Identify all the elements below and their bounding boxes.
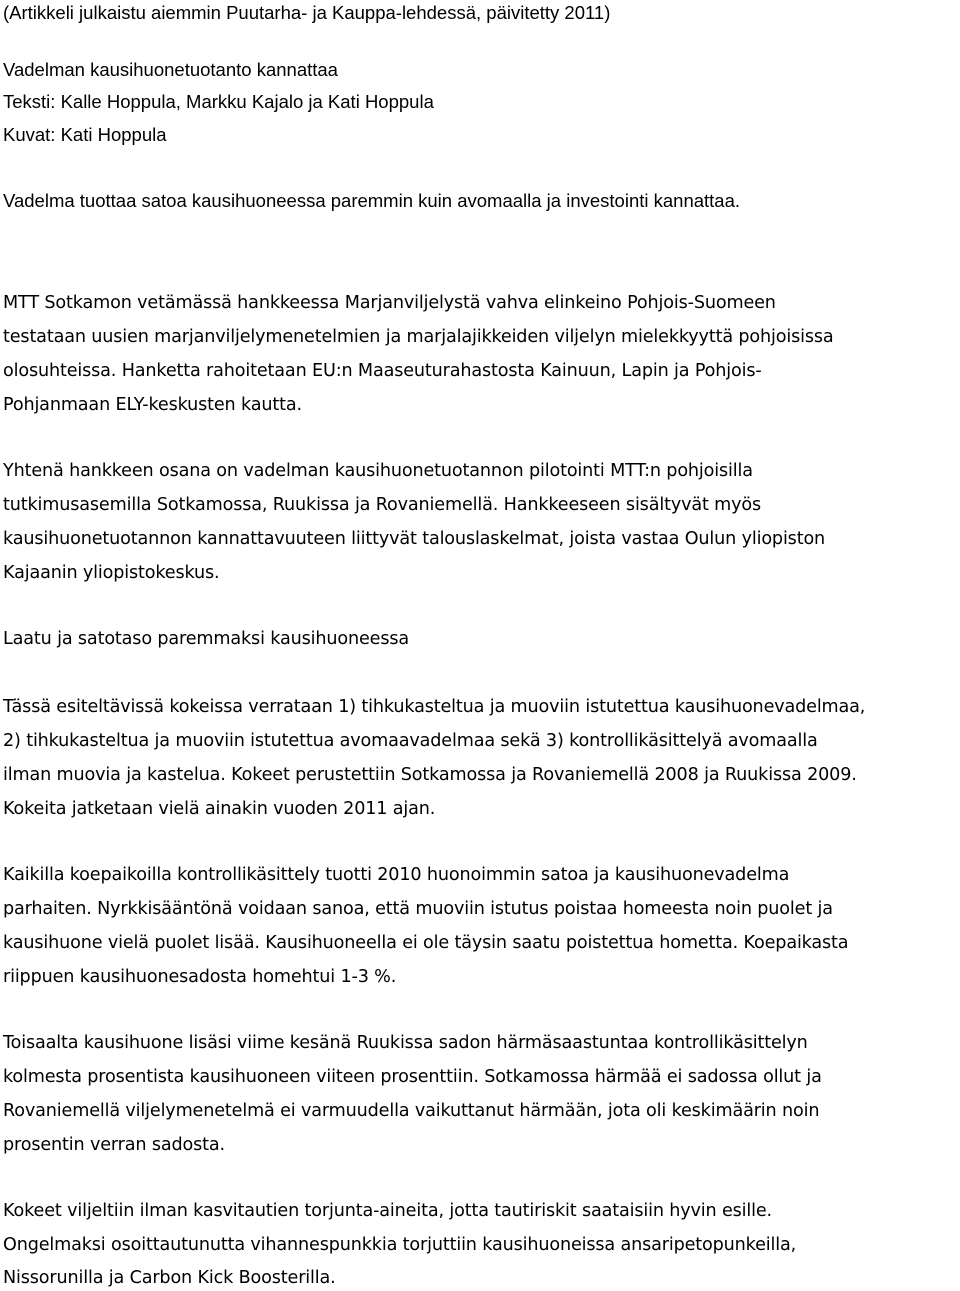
paragraph-line: Kajaanin yliopistokeskus. [3,563,220,583]
paragraph-line: testataan uusien marjanviljelymenetelmien ja marjalajikkeiden viljelyn mielekkyyttä pohjoisissa [3,327,834,347]
text-credit: Teksti: Kalle Hoppula, Markku Kajalo ja Kati Hoppula [3,91,434,112]
paragraph-line: tutkimusasemilla Sotkamossa, Ruukissa ja Rovaniemellä. Hankkeeseen sisältyvät myös [3,495,762,515]
paragraph-line: parhaiten. Nyrkkisääntönä voidaan sanoa, että muoviin istutus poistaa homeesta noin puolet ja [3,899,833,919]
paragraph-line: Nissorunilla ja Carbon Kick Boosterilla. [3,1268,336,1288]
paragraph-line: riippuen kausihuonesadosta homehtui 1-3 %. [3,967,397,987]
paragraph-line: MTT Sotkamon vetämässä hankkeessa Marjanviljelystä vahva elinkeino Pohjois-Suomeen [3,293,776,313]
article-lead: Vadelma tuottaa satoa kausihuoneessa paremmin kuin avomaalla ja investointi kannattaa. [3,190,741,211]
paragraph-line: kolmesta prosentista kausihuoneen viiteen prosenttiin. Sotkamossa härmää ei sadossa ollut ja [3,1067,822,1087]
paragraph-line: Rovaniemellä viljelymenetelmä ei varmuudella vaikuttanut härmään, jota oli keskimäärin noin [3,1101,820,1121]
paragraph-line: ilman muovia ja kastelua. Kokeet perustettiin Sotkamossa ja Rovaniemellä 2008 ja Ruukissa 2009. [3,765,857,785]
paragraph-line: Pohjanmaan ELY-keskusten kautta. [3,395,302,415]
paragraph-line: olosuhteissa. Hanketta rahoitetaan EU:n Maaseuturahastosta Kainuun, Lapin ja Pohjois- [3,361,762,381]
paragraph-line: Yhtenä hankkeen osana on vadelman kausihuonetuotannon pilotointi MTT:n pohjoisilla [3,461,753,481]
section-heading: Laatu ja satotaso paremmaksi kausihuoneessa [3,629,409,649]
paragraph-line: 2) tihkukasteltua ja muoviin istutettua avomaavadelmaa sekä 3) kontrollikäsittelyä avomaalla [3,731,818,751]
photo-credit: Kuvat: Kati Hoppula [3,124,167,145]
paragraph-line: Ongelmaksi osoittautunutta vihannespunkkia torjuttiin kausihuoneissa ansaripetopunkeilla, [3,1235,797,1255]
publication-note: (Artikkeli julkaistu aiemmin Puutarha- ja Kauppa-lehdessä, päivitetty 2011) [3,2,611,23]
article-title: Vadelman kausihuonetuotanto kannattaa [3,59,338,80]
paragraph-line: prosentin verran sadosta. [3,1135,225,1155]
paragraph-line: Kokeita jatketaan vielä ainakin vuoden 2011 ajan. [3,799,436,819]
paragraph-line: kausihuonetuotannon kannattavuuteen liittyvät talouslaskelmat, joista vastaa Oulun yliopiston [3,529,826,549]
paragraph-line: Toisaalta kausihuone lisäsi viime kesänä Ruukissa sadon härmäsaastuntaa kontrollikäsittelyn [3,1033,808,1053]
paragraph-line: Tässä esiteltävissä kokeissa verrataan 1) tihkukasteltua ja muoviin istutettua kausihuonevadelmaa, [3,697,866,717]
paragraph-line: kausihuone vielä puolet lisää. Kausihuoneella ei ole täysin saatu poistettua hometta. Koepaikasta [3,933,849,953]
paragraph-line: Kokeet viljeltiin ilman kasvitautien torjunta-aineita, jotta tautiriskit saataisiin hyvin esille. [3,1201,772,1221]
paragraph-line: Kaikilla koepaikoilla kontrollikäsittely tuotti 2010 huonoimmin satoa ja kausihuonevadelma [3,865,790,885]
